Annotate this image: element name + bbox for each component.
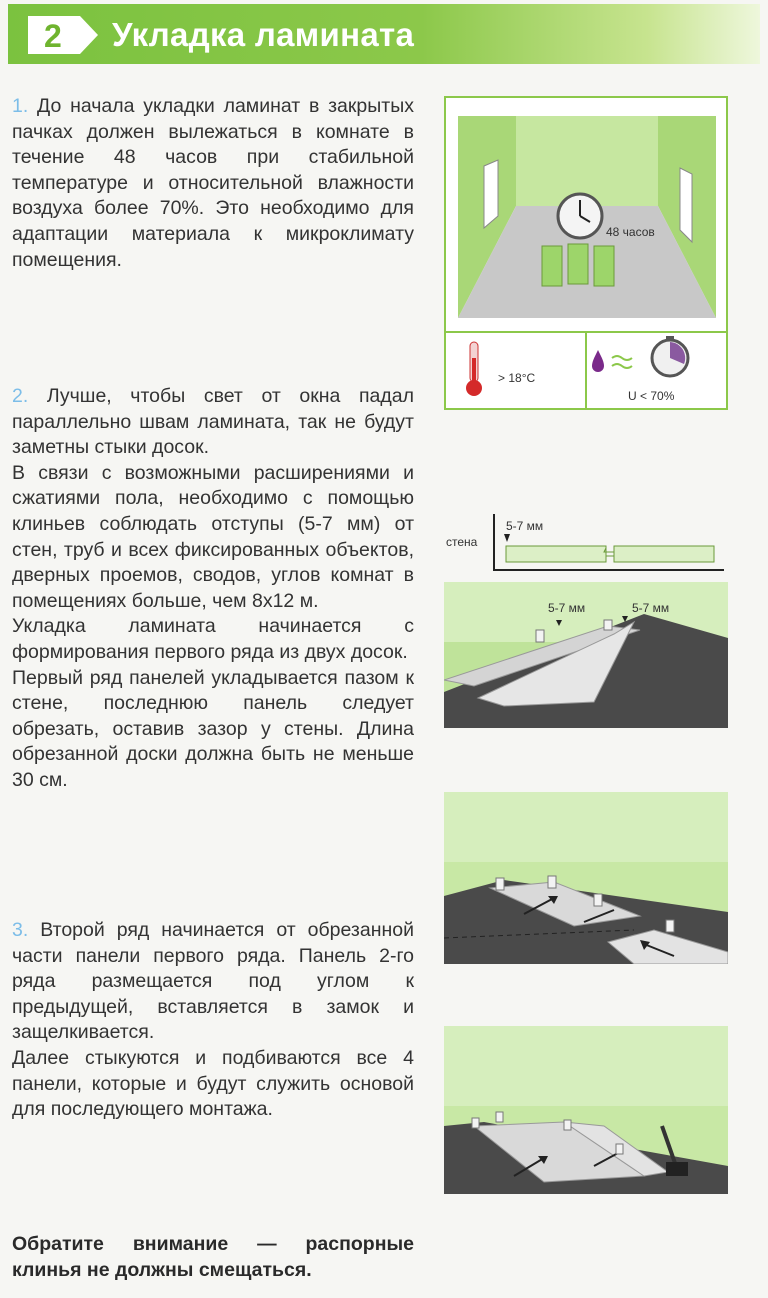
step-3-paragraph-2: Далее стыкуются и подбиваются все 4 панели, которые и будут служить основой для последующего монтажа. xyxy=(12,1046,414,1121)
clock-icon xyxy=(558,194,602,238)
clock-label: 48 часов xyxy=(606,225,655,239)
page-title: Укладка ламината xyxy=(112,16,415,53)
step-2-number: 2. xyxy=(12,385,29,407)
wall-label: стена xyxy=(446,535,478,549)
gap-label-2: 5-7 мм xyxy=(632,601,670,615)
step-2-text xyxy=(12,384,414,794)
section-header xyxy=(8,4,760,64)
humidity-label: U < 70% xyxy=(628,389,675,403)
laminate-packs xyxy=(542,244,614,286)
temperature-label: > 18°С xyxy=(498,371,536,385)
tapping-row-figure xyxy=(444,1026,728,1194)
step-1-number: 1. xyxy=(12,95,29,117)
gap-detail-figure xyxy=(444,512,728,576)
gap-label: 5-7 мм xyxy=(506,519,544,533)
step-3-number: 3. xyxy=(12,919,29,941)
step-3-paragraph-1: Второй ряд начинается от обрезанной части панели первого ряда. Панель 2-го ряда размещается под углом к предыдущей, вставляется в замок и защелкивается. xyxy=(12,919,414,1044)
room-acclimatization-figure xyxy=(444,96,728,410)
second-row-figure xyxy=(444,792,728,964)
step-2-paragraph-2: В связи с возможными расширениями и сжатиями пола, необходимо с помощью клиньев соблюдать отступы (5-7 мм) от стен, труб и всех фиксированных объектов, дверных проемов, сводов, углов комнат в помещениях больше, чем 8х12 м. xyxy=(12,461,414,612)
step-1-body: До начала укладки ламинат в закрытых пачках должен вылежаться в комнате в течение 48 часов при стабильной температуре и относительной влажности воздуха более 70%. Это необходимо для адаптации материала к микроклимату помещения. xyxy=(12,95,414,271)
step-3-text xyxy=(12,918,414,1123)
first-row-figure xyxy=(444,582,728,728)
step-1-text xyxy=(12,94,414,273)
warning-note: Обратите внимание — распорные клинья не должны смещаться. xyxy=(12,1233,414,1281)
step-2-paragraph-1: Лучше, чтобы свет от окна падал параллельно швам ламината, так не будут заметны стыки досок. xyxy=(12,385,414,459)
step-2-paragraph-3: Укладка ламината начинается с формирования первого ряда из двух досок. xyxy=(12,615,414,663)
gap-label-1: 5-7 мм xyxy=(548,601,586,615)
step-2-paragraph-4: Первый ряд панелей укладывается пазом к стене, последнюю панель следует обрезать, оставив зазор у стены. Длина обрезанной доски должна быть не меньше 30 см. xyxy=(12,666,414,791)
step-number: 2 xyxy=(44,18,62,54)
step-number-badge xyxy=(28,16,98,54)
